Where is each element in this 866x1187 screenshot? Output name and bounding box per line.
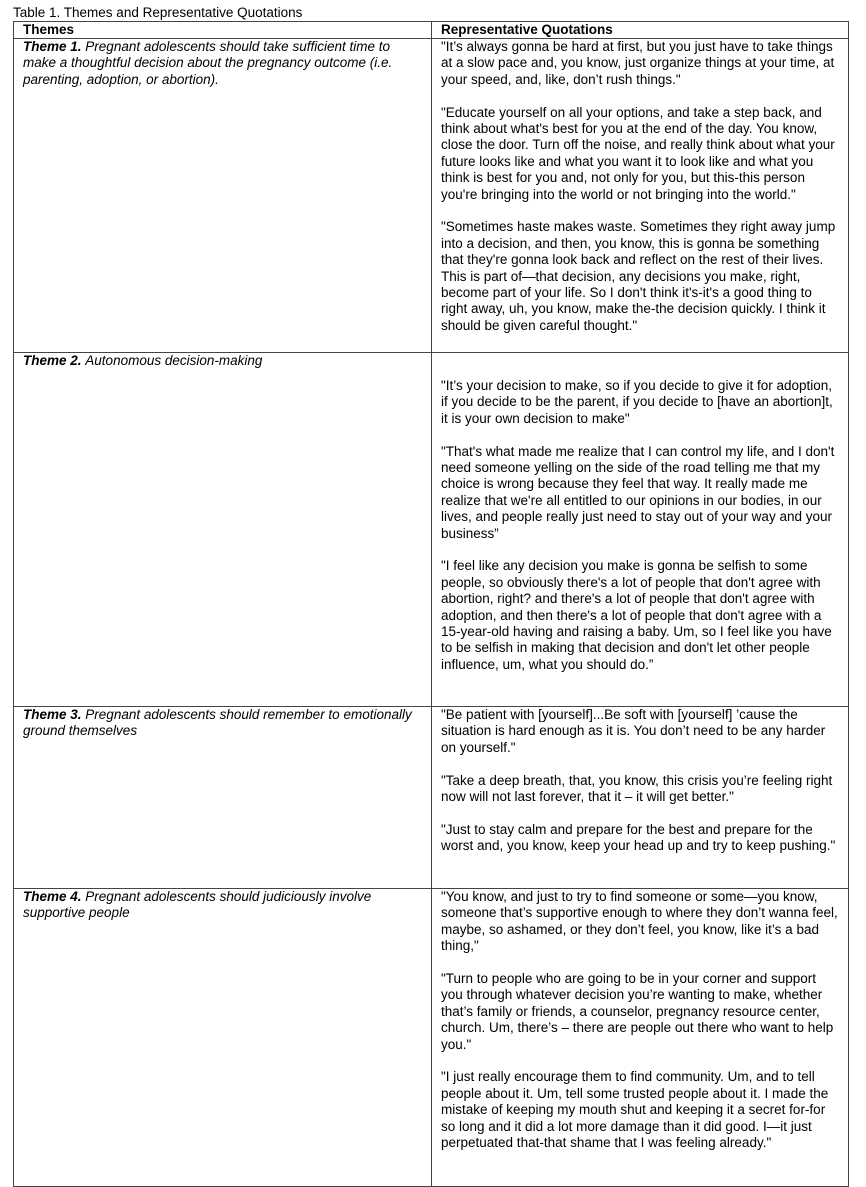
table-row [14, 39, 849, 353]
theme-cell [14, 39, 432, 353]
table-row [14, 707, 849, 889]
quote: "It’s always gonna be hard at first, but you just have to take things at a slow pace and, you know, just organize things at your time, at your speed, and, like, don’t rush things." [441, 39, 835, 87]
header-themes: Themes [14, 22, 432, 39]
table-row [14, 889, 849, 1187]
table-row [14, 353, 849, 707]
theme-label: Theme 1. [23, 39, 82, 54]
quotations-cell [432, 889, 849, 1187]
quotations-cell [432, 707, 849, 889]
theme-text: Pregnant adolescents should remember to emotionally ground themselves [23, 707, 412, 739]
quote: "Educate yourself on all your options, and take a step back, and think about what's best for you at the end of the day. You know, close the door. Turn off the noise, and really think about what your future looks like and what you want it to look like and what you think is best for you and, not only for you, but this-this person you're bringing into the world or not bringing into the world." [441, 104, 835, 202]
quote: "Just to stay calm and prepare for the best and prepare for the worst and, you know, keep your head up and try to keep pushing." [441, 821, 836, 854]
theme-text: Pregnant adolescents should take sufficient time to make a thoughtful decision about the pregnancy outcome (i.e. parenting, adoption, or abortion). [23, 39, 393, 87]
theme-label: Theme 2. [23, 353, 82, 368]
header-quotations: Representative Quotations [432, 22, 849, 39]
theme-label: Theme 4. [23, 889, 82, 904]
quote: "It’s your decision to make, so if you decide to give it for adoption, if you decide to be the parent, if you decide to [have an abortion]t, it is your own decision to make" [441, 378, 833, 426]
theme-cell [14, 889, 432, 1187]
quote: "Be patient with [yourself]...Be soft with [yourself] ’cause the situation is hard enough as it is. You don’t need to be any harder on yourself." [441, 707, 826, 755]
quotations-cell [432, 39, 849, 353]
table-header-row [14, 22, 849, 39]
quote: "Take a deep breath, that, you know, this crisis you’re feeling right now will not last forever, that it – it will get better." [441, 772, 833, 805]
quote: "You know, and just to try to find someone or some—you know, someone that’s supportive enough to where they don’t wanna feel, maybe, so ashamed, or they don’t feel, you know, like it’s a bad thing," [441, 889, 838, 954]
quote: "I feel like any decision you make is gonna be selfish to some people, so obviously there's a lot of people that don't agree with abortion, right? and there's a lot of people that don't agree with adoption, and then there's a lot of people that don't agree with a 15-year-old having and raising a baby. Um, so I feel like you have to be selfish in making that decision and don't let other people influence, um, what you should do.” [441, 558, 832, 672]
theme-cell [14, 707, 432, 889]
table-caption: Table 1. Themes and Representative Quotations [13, 5, 303, 20]
themes-table [13, 21, 849, 1187]
quotations-cell [432, 353, 849, 707]
quote: "Turn to people who are going to be in your corner and support you through whatever decision you’re wanting to make, whether that’s family or friends, a counselor, pregnancy resource center, church. Um, there’s – there are people out there who want to help you." [441, 971, 834, 1052]
quote: "I just really encourage them to find community. Um, and to tell people about it. Um, tell some trusted people about it. I made the mistake of keeping my mouth shut and keeping it a secret for-for so long and it did a lot more damage than it did good. I—it just perpetuated that-that shame that I was feeling already." [441, 1069, 829, 1151]
quote: "That's what made me realize that I can control my life, and I don't need someone yelling on the side of the road telling me that my choice is wrong because they feel that way. It really made me realize that we're all entitled to our opinions in our bodies, in our lives, and people really just need to stay out of your way and your business” [441, 443, 835, 541]
theme-text: Autonomous decision-making [85, 353, 263, 368]
quote: "Sometimes haste makes waste. Sometimes they right away jump into a decision, and then, you know, this is gonna be something that they're gonna look back and reflect on the rest of their lives. This is part of—that decision, any decisions you make, right, become part of your life. So I don't think it's-it's a good thing to right away, uh, you know, make the-the decision quickly. I think it should be given careful thought." [441, 219, 836, 333]
theme-cell [14, 353, 432, 707]
theme-label: Theme 3. [23, 707, 82, 722]
theme-text: Pregnant adolescents should judiciously involve supportive people [23, 889, 372, 921]
